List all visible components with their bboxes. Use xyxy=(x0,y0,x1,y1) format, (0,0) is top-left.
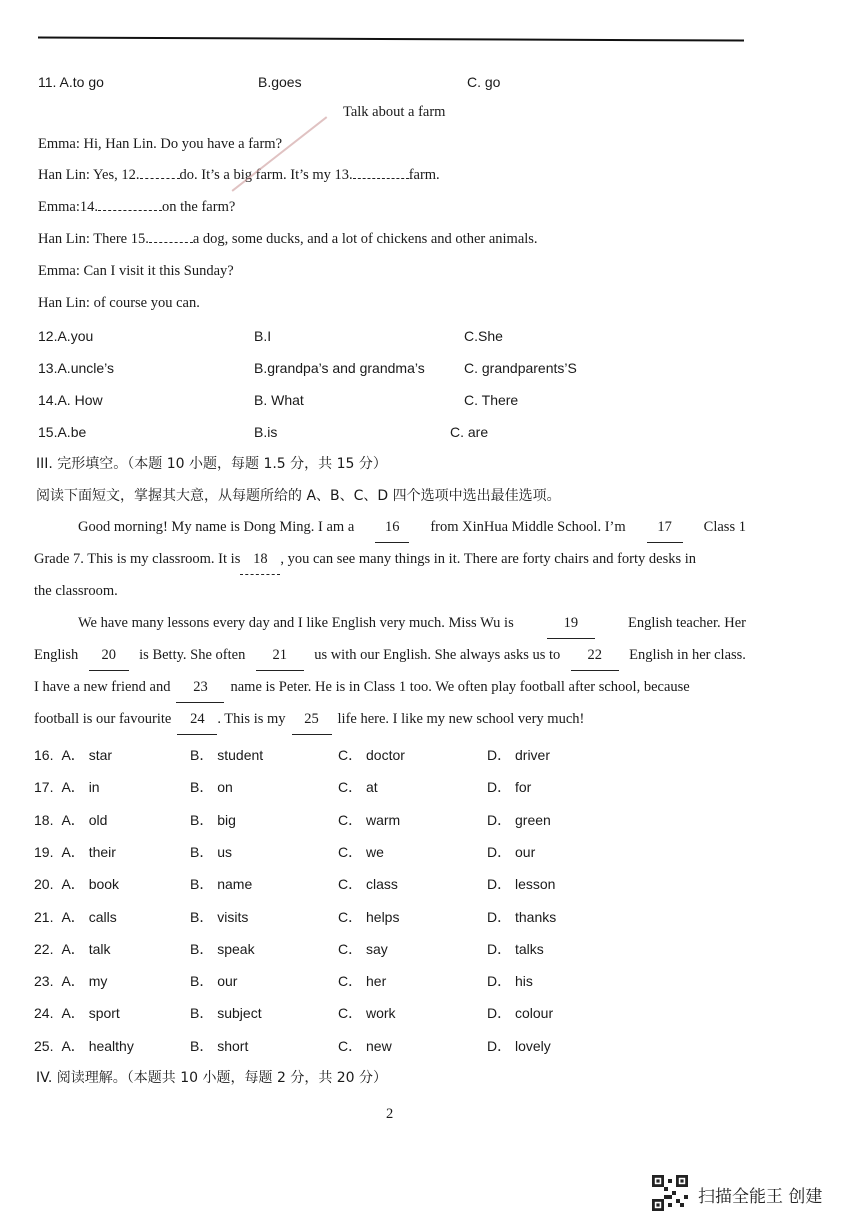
dialogue-text: Han Lin: There 15. xyxy=(38,231,149,247)
option-21-d xyxy=(487,907,556,927)
option-text: C． say xyxy=(338,940,388,957)
dialogue-text: on the farm? xyxy=(162,199,236,215)
option-20-a xyxy=(34,874,119,894)
option-17-d xyxy=(487,777,531,797)
blank-16[interactable]: 16 xyxy=(375,511,409,543)
blank-22[interactable]: 22 xyxy=(571,639,619,671)
passage-text: Class 1 xyxy=(703,519,746,535)
option-22-b xyxy=(190,939,255,959)
dialogue-text: Emma: Can I visit it this Sunday? xyxy=(38,263,234,279)
option-text: C． warm xyxy=(338,811,401,828)
q15-option-a: 15.A.be xyxy=(38,424,87,440)
dialogue-text: Han Lin: Yes, 12. xyxy=(38,167,140,183)
option-text: C． at xyxy=(338,779,378,796)
option-18-c xyxy=(338,810,400,830)
option-text: D． green xyxy=(487,811,551,828)
blank-23[interactable]: 23 xyxy=(176,671,224,703)
option-text: D． thanks xyxy=(487,908,557,925)
dialogue-line-4 xyxy=(38,229,538,249)
option-19-c xyxy=(338,842,384,862)
option-text: A． in xyxy=(61,779,100,796)
passage-text: English teacher. Her xyxy=(628,615,746,631)
question-number: 16. xyxy=(34,747,54,763)
option-17-a xyxy=(34,777,100,797)
passage-text: is Betty. She often xyxy=(139,647,246,663)
option-24-c xyxy=(338,1003,396,1023)
passage-text: Good morning! My name is Dong Ming. I am a xyxy=(78,519,355,535)
dialogue-line-2 xyxy=(38,165,440,185)
option-text: C． her xyxy=(338,973,387,990)
passage-row xyxy=(34,543,746,575)
option-25-d xyxy=(487,1036,551,1056)
dialogue-text: a dog, some ducks, and a lot of chickens and other animals. xyxy=(192,231,538,247)
q13-option-a: 13.A.uncle’s xyxy=(38,360,115,376)
section4-heading: IV. 阅读理解。（本题共 10 小题，每题 2 分，共 20 分） xyxy=(36,1070,388,1086)
option-text: A． star xyxy=(61,747,113,763)
option-18-b xyxy=(190,810,236,830)
section3-heading: III. 完形填空。（本题 10 小题，每题 1.5 分，共 15 分） xyxy=(36,456,387,472)
option-text: A． talk xyxy=(61,940,111,957)
option-16-b xyxy=(190,745,263,765)
option-text: B． name xyxy=(190,876,253,893)
qr-code-icon xyxy=(652,1175,688,1211)
q11-option-b: B.goes xyxy=(258,74,302,90)
question-number: 25. xyxy=(34,1037,54,1054)
question-number: 24. xyxy=(34,1005,54,1022)
blank-17[interactable]: 17 xyxy=(647,511,683,543)
question-number: 18. xyxy=(34,811,54,828)
option-text: A． calls xyxy=(61,908,117,925)
dialogue-text: do. It’s a big farm. It’s my 13. xyxy=(179,167,353,183)
option-16-d xyxy=(487,745,550,765)
option-text: B． subject xyxy=(190,1005,262,1022)
passage-text: Grade 7. This is my classroom. It is xyxy=(34,551,241,567)
option-text: A． healthy xyxy=(61,1037,134,1054)
blank-12[interactable] xyxy=(140,178,180,179)
option-22-d xyxy=(487,939,544,959)
passage-text: name is Peter. He is in Class 1 too. We often play football after school, because xyxy=(230,679,690,695)
option-17-c xyxy=(338,777,378,797)
option-18-a xyxy=(34,810,107,830)
option-16-a xyxy=(34,745,112,765)
option-text: B． short xyxy=(190,1037,249,1054)
passage-row xyxy=(34,575,746,607)
passage-text: football is our favourite xyxy=(34,711,172,727)
option-text: C． we xyxy=(338,843,384,860)
q12-option-b: B.I xyxy=(254,328,272,344)
section3-instruction: 阅读下面短文，掌握其大意，从每题所给的 A、B、C、D 四个选项中选出最佳选项。 xyxy=(36,488,561,504)
option-22-c xyxy=(338,939,388,959)
option-text: C． work xyxy=(338,1005,396,1022)
option-text: D． for xyxy=(487,779,532,796)
q14-option-b: B. What xyxy=(254,392,304,408)
passage-text: English in her class. xyxy=(629,647,746,663)
blank-21[interactable]: 21 xyxy=(256,639,304,671)
option-20-d xyxy=(487,874,555,894)
blank-19[interactable]: 19 xyxy=(547,607,595,639)
blank-18[interactable]: 18 xyxy=(240,543,280,575)
q13-option-b: B.grandpa’s and grandma’s xyxy=(254,360,425,376)
option-24-d xyxy=(487,1003,553,1023)
option-text: A． sport xyxy=(61,1005,120,1022)
option-19-d xyxy=(487,842,535,862)
option-text: C． new xyxy=(338,1037,392,1054)
option-17-b xyxy=(190,777,233,797)
option-23-c xyxy=(338,971,386,991)
passage-text: , you can see many things in it. There are forty chairs and forty desks in xyxy=(280,551,697,567)
passage-row xyxy=(34,703,746,735)
option-16-c xyxy=(338,745,405,765)
q11-option-c: C. go xyxy=(467,74,501,90)
q12-option-a: 12.A.you xyxy=(38,328,94,344)
passage-row xyxy=(34,671,746,703)
passage-text: the classroom. xyxy=(34,583,118,599)
option-19-a xyxy=(34,842,116,862)
blank-14[interactable] xyxy=(98,210,162,211)
blank-20[interactable]: 20 xyxy=(89,639,129,671)
option-25-a xyxy=(34,1036,134,1056)
blank-25[interactable]: 25 xyxy=(292,703,332,735)
question-number: 22. xyxy=(34,940,54,957)
option-text: D． talks xyxy=(487,940,544,957)
passage-text: English xyxy=(34,647,79,663)
passage-text: life here. I like my new school very much! xyxy=(337,711,585,727)
question-number: 21. xyxy=(34,908,54,925)
q12-option-c: C.She xyxy=(464,328,503,344)
dialogue-text: Emma: Hi, Han Lin. Do you have a farm? xyxy=(38,136,283,152)
passage-row xyxy=(34,639,746,671)
q14-option-a: 14.A. How xyxy=(38,392,103,408)
q15-option-c: C. are xyxy=(450,424,489,440)
option-22-a xyxy=(34,939,110,959)
passage-row xyxy=(34,511,746,543)
blank-13[interactable] xyxy=(353,178,409,179)
option-text: B． student xyxy=(190,747,264,763)
question-number: 20. xyxy=(34,876,54,893)
dialogue-line-3 xyxy=(38,197,235,217)
option-text: B． big xyxy=(190,811,236,828)
passage-row xyxy=(34,607,746,639)
option-20-c xyxy=(338,874,398,894)
option-25-c xyxy=(338,1036,392,1056)
option-25-b xyxy=(190,1036,248,1056)
blank-24[interactable]: 24 xyxy=(177,703,217,735)
option-text: D． his xyxy=(487,973,533,990)
option-text: A． their xyxy=(61,843,116,860)
option-text: C． class xyxy=(338,876,398,893)
passage-text: I have a new friend and xyxy=(34,679,171,695)
dialogue-title: Talk about a farm xyxy=(343,104,446,120)
question-number: 23. xyxy=(34,973,54,990)
option-24-b xyxy=(190,1003,262,1023)
option-text: C． helps xyxy=(338,908,400,925)
dialogue-text: farm. xyxy=(408,167,440,183)
dialogue-line-6 xyxy=(38,293,200,313)
option-text: B． speak xyxy=(190,940,255,957)
cloze-passage xyxy=(34,511,746,735)
blank-15[interactable] xyxy=(149,242,193,243)
option-23-a xyxy=(34,971,107,991)
option-20-b xyxy=(190,874,252,894)
q14-option-c: C. There xyxy=(464,392,519,408)
option-21-a xyxy=(34,907,117,927)
q15-option-b: B.is xyxy=(254,424,278,440)
dialogue-line-1 xyxy=(38,134,282,154)
option-24-a xyxy=(34,1003,120,1023)
page-number: 2 xyxy=(386,1106,394,1122)
option-text: A． book xyxy=(61,876,120,893)
option-text: D． lovely xyxy=(487,1037,551,1054)
passage-text: We have many lessons every day and I like English very much. Miss Wu is xyxy=(78,615,514,631)
option-text: B． visits xyxy=(190,908,249,925)
scanner-watermark: 扫描全能王 创建 xyxy=(698,1187,823,1207)
q11-option-a: 11. A.to go xyxy=(38,74,104,90)
option-text: D． colour xyxy=(487,1005,554,1022)
option-text: A． my xyxy=(61,973,108,990)
option-text: B． our xyxy=(190,973,238,990)
dialogue-line-5 xyxy=(38,261,234,281)
option-23-b xyxy=(190,971,237,991)
option-text: D． driver xyxy=(487,747,551,763)
option-text: D． our xyxy=(487,843,536,860)
option-text: C． doctor xyxy=(338,747,405,763)
option-text: B． us xyxy=(190,843,233,860)
option-19-b xyxy=(190,842,232,862)
question-number: 17. xyxy=(34,779,54,796)
passage-text: . This is my xyxy=(217,711,286,727)
option-21-b xyxy=(190,907,248,927)
option-text: A． old xyxy=(61,811,108,828)
passage-text: from XinHua Middle School. I’m xyxy=(430,519,626,535)
option-18-d xyxy=(487,810,551,830)
dialogue-text: Emma:14. xyxy=(38,199,99,215)
q13-option-c: C. grandparents’S xyxy=(464,360,577,376)
question-number: 19. xyxy=(34,843,54,860)
option-23-d xyxy=(487,971,533,991)
option-21-c xyxy=(338,907,399,927)
passage-text: us with our English. She always asks us to xyxy=(314,647,561,663)
dialogue-text: Han Lin: of course you can. xyxy=(38,295,200,311)
top-rule xyxy=(38,36,744,41)
option-text: D． lesson xyxy=(487,876,556,893)
option-text: B． on xyxy=(190,779,233,796)
